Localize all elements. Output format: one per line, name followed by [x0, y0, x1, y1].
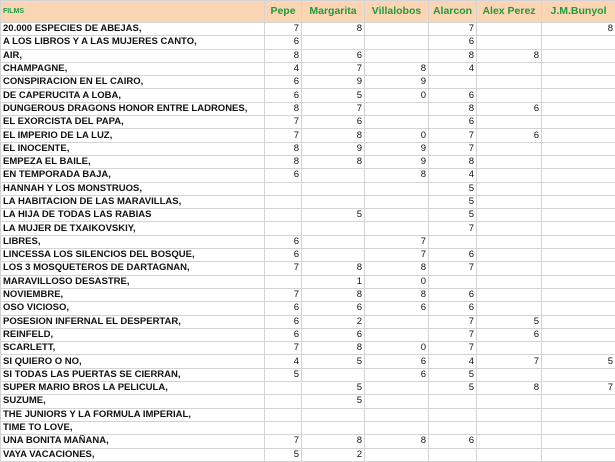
cell-film-title[interactable]: 20.000 ESPECIES DE ABEJAS,	[1, 23, 265, 36]
cell-margarita[interactable]	[302, 408, 365, 421]
cell-alex-perez[interactable]	[477, 275, 542, 288]
cell-margarita[interactable]: 5	[302, 382, 365, 395]
cell-jm-bunyol[interactable]	[542, 222, 615, 235]
cell-film-title[interactable]: LA HABITACION DE LAS MARAVILLAS,	[1, 195, 265, 208]
table-row	[1, 62, 615, 75]
cell-villalobos[interactable]	[365, 448, 429, 461]
table-row	[1, 315, 615, 328]
cell-pepe[interactable]: 6	[265, 169, 302, 182]
cell-pepe[interactable]: 6	[265, 249, 302, 262]
cell-alarcon[interactable]: 7	[429, 328, 477, 341]
cell-alarcon[interactable]	[429, 76, 477, 89]
cell-jm-bunyol[interactable]	[542, 328, 615, 341]
table-row	[1, 23, 615, 36]
cell-alarcon[interactable]: 8	[429, 155, 477, 168]
cell-alex-perez[interactable]	[477, 421, 542, 434]
cell-margarita[interactable]: 5	[302, 395, 365, 408]
cell-jm-bunyol[interactable]	[542, 342, 615, 355]
cell-film-title[interactable]: EMPEZA EL BAILE,	[1, 155, 265, 168]
cell-alarcon[interactable]: 5	[429, 368, 477, 381]
cell-pepe[interactable]	[265, 182, 302, 195]
cell-jm-bunyol[interactable]	[542, 275, 615, 288]
cell-margarita[interactable]: 9	[302, 142, 365, 155]
cell-jm-bunyol[interactable]	[542, 421, 615, 434]
cell-margarita[interactable]	[302, 421, 365, 434]
cell-alex-perez[interactable]	[477, 262, 542, 275]
cell-film-title[interactable]: THE JUNIORS Y LA FORMULA IMPERIAL,	[1, 408, 265, 421]
cell-film-title[interactable]: UNA BONITA MAÑANA,	[1, 435, 265, 448]
cell-margarita[interactable]: 5	[302, 355, 365, 368]
table-row	[1, 129, 615, 142]
cell-villalobos[interactable]	[365, 395, 429, 408]
cell-margarita[interactable]: 8	[302, 262, 365, 275]
cell-margarita[interactable]	[302, 235, 365, 248]
table-row	[1, 448, 615, 461]
cell-jm-bunyol[interactable]	[542, 209, 615, 222]
cell-margarita[interactable]: 8	[302, 435, 365, 448]
cell-pepe[interactable]	[265, 382, 302, 395]
cell-alex-perez[interactable]	[477, 182, 542, 195]
table-row	[1, 89, 615, 102]
cell-alex-perez[interactable]	[477, 76, 542, 89]
cell-villalobos[interactable]	[365, 23, 429, 36]
cell-pepe[interactable]: 6	[265, 89, 302, 102]
table-row	[1, 395, 615, 408]
table-row	[1, 382, 615, 395]
cell-jm-bunyol[interactable]	[542, 49, 615, 62]
cell-margarita[interactable]: 2	[302, 448, 365, 461]
cell-alex-perez[interactable]	[477, 235, 542, 248]
cell-margarita[interactable]: 8	[302, 155, 365, 168]
cell-alex-perez[interactable]: 7	[477, 355, 542, 368]
cell-pepe[interactable]: 7	[265, 288, 302, 301]
table-row	[1, 435, 615, 448]
cell-margarita[interactable]: 6	[302, 302, 365, 315]
cell-margarita[interactable]: 6	[302, 116, 365, 129]
cell-pepe[interactable]	[265, 209, 302, 222]
cell-jm-bunyol[interactable]	[542, 102, 615, 115]
cell-film-title[interactable]: A LOS LIBROS Y A LAS MUJERES CANTO,	[1, 36, 265, 49]
cell-pepe[interactable]: 4	[265, 355, 302, 368]
cell-pepe[interactable]: 7	[265, 116, 302, 129]
cell-alex-perez[interactable]: 6	[477, 129, 542, 142]
cell-jm-bunyol[interactable]	[542, 36, 615, 49]
cell-alarcon[interactable]: 6	[429, 89, 477, 102]
cell-alarcon[interactable]	[429, 408, 477, 421]
cell-villalobos[interactable]	[365, 328, 429, 341]
cell-alex-perez[interactable]	[477, 155, 542, 168]
cell-alarcon[interactable]: 5	[429, 382, 477, 395]
cell-pepe[interactable]	[265, 275, 302, 288]
header-alex-perez[interactable]: Alex Perez	[477, 1, 542, 23]
cell-film-title[interactable]: HANNAH Y LOS MONSTRUOS,	[1, 182, 265, 195]
cell-film-title[interactable]: SUPER MARIO BROS LA PELICULA,	[1, 382, 265, 395]
cell-jm-bunyol[interactable]	[542, 169, 615, 182]
cell-alarcon[interactable]: 6	[429, 249, 477, 262]
table-row	[1, 155, 615, 168]
cell-jm-bunyol[interactable]	[542, 368, 615, 381]
cell-alarcon[interactable]	[429, 235, 477, 248]
cell-alarcon[interactable]: 4	[429, 62, 477, 75]
cell-alex-perez[interactable]	[477, 89, 542, 102]
cell-villalobos[interactable]	[365, 102, 429, 115]
cell-margarita[interactable]	[302, 169, 365, 182]
table-row	[1, 302, 615, 315]
table-row	[1, 36, 615, 49]
cell-alarcon[interactable]: 7	[429, 342, 477, 355]
table-row	[1, 169, 615, 182]
cell-alex-perez[interactable]	[477, 448, 542, 461]
cell-margarita[interactable]: 8	[302, 342, 365, 355]
cell-alex-perez[interactable]	[477, 249, 542, 262]
cell-villalobos[interactable]	[365, 382, 429, 395]
cell-pepe[interactable]: 7	[265, 23, 302, 36]
header-films[interactable]: FILMS	[1, 1, 265, 23]
cell-jm-bunyol[interactable]	[542, 262, 615, 275]
cell-villalobos[interactable]: 6	[365, 368, 429, 381]
table-row	[1, 49, 615, 62]
header-row	[1, 1, 615, 23]
cell-alex-perez[interactable]	[477, 195, 542, 208]
cell-alex-perez[interactable]	[477, 435, 542, 448]
cell-film-title[interactable]: POSESION INFERNAL EL DESPERTAR,	[1, 315, 265, 328]
cell-jm-bunyol[interactable]	[542, 116, 615, 129]
cell-jm-bunyol[interactable]	[542, 129, 615, 142]
cell-villalobos[interactable]: 0	[365, 129, 429, 142]
cell-alarcon[interactable]: 5	[429, 209, 477, 222]
cell-pepe[interactable]: 6	[265, 302, 302, 315]
table-row	[1, 182, 615, 195]
cell-alex-perez[interactable]	[477, 169, 542, 182]
cell-jm-bunyol[interactable]: 5	[542, 355, 615, 368]
table-row	[1, 408, 615, 421]
cell-jm-bunyol[interactable]	[542, 62, 615, 75]
cell-villalobos[interactable]: 9	[365, 142, 429, 155]
cell-villalobos[interactable]: 9	[365, 155, 429, 168]
table-row	[1, 195, 615, 208]
table-row	[1, 275, 615, 288]
cell-pepe[interactable]: 8	[265, 155, 302, 168]
cell-villalobos[interactable]	[365, 421, 429, 434]
table-row	[1, 355, 615, 368]
cell-jm-bunyol[interactable]	[542, 155, 615, 168]
cell-jm-bunyol[interactable]	[542, 448, 615, 461]
cell-film-title[interactable]: EL EXORCISTA DEL PAPA,	[1, 116, 265, 129]
cell-pepe[interactable]	[265, 222, 302, 235]
cell-villalobos[interactable]	[365, 182, 429, 195]
cell-margarita[interactable]	[302, 36, 365, 49]
cell-alarcon[interactable]: 7	[429, 23, 477, 36]
cell-alarcon[interactable]: 4	[429, 355, 477, 368]
cell-pepe[interactable]: 6	[265, 328, 302, 341]
cell-alarcon[interactable]: 4	[429, 169, 477, 182]
cell-villalobos[interactable]: 8	[365, 288, 429, 301]
table-row	[1, 142, 615, 155]
cell-pepe[interactable]: 6	[265, 315, 302, 328]
cell-alex-perez[interactable]	[477, 288, 542, 301]
cell-pepe[interactable]	[265, 408, 302, 421]
cell-villalobos[interactable]	[365, 222, 429, 235]
table-row	[1, 116, 615, 129]
cell-film-title[interactable]: EN TEMPORADA BAJA,	[1, 169, 265, 182]
cell-margarita[interactable]: 5	[302, 89, 365, 102]
cell-margarita[interactable]: 6	[302, 49, 365, 62]
cell-jm-bunyol[interactable]	[542, 76, 615, 89]
table-row	[1, 209, 615, 222]
cell-jm-bunyol[interactable]	[542, 142, 615, 155]
cell-film-title[interactable]: REINFELD,	[1, 328, 265, 341]
cell-alarcon[interactable]: 7	[429, 222, 477, 235]
table-row	[1, 235, 615, 248]
cell-alarcon[interactable]: 6	[429, 36, 477, 49]
cell-alex-perez[interactable]	[477, 23, 542, 36]
cell-film-title[interactable]: EL INOCENTE,	[1, 142, 265, 155]
cell-pepe[interactable]: 6	[265, 76, 302, 89]
cell-margarita[interactable]: 1	[302, 275, 365, 288]
cell-alex-perez[interactable]: 8	[477, 382, 542, 395]
cell-villalobos[interactable]	[365, 36, 429, 49]
cell-pepe[interactable]	[265, 421, 302, 434]
cell-jm-bunyol[interactable]	[542, 395, 615, 408]
cell-villalobos[interactable]: 8	[365, 262, 429, 275]
header-jm-bunyol[interactable]: J.M.Bunyol	[542, 1, 615, 23]
cell-villalobos[interactable]: 6	[365, 302, 429, 315]
table-row	[1, 342, 615, 355]
cell-jm-bunyol[interactable]	[542, 315, 615, 328]
cell-film-title[interactable]: CONSPIRACION EN EL CAIRO,	[1, 76, 265, 89]
table-row	[1, 249, 615, 262]
cell-jm-bunyol[interactable]	[542, 288, 615, 301]
cell-margarita[interactable]	[302, 249, 365, 262]
cell-film-title[interactable]: LOS 3 MOSQUETEROS DE DARTAGNAN,	[1, 262, 265, 275]
cell-margarita[interactable]	[302, 182, 365, 195]
cell-margarita[interactable]	[302, 368, 365, 381]
cell-alarcon[interactable]: 6	[429, 302, 477, 315]
cell-alarcon[interactable]: 5	[429, 195, 477, 208]
cell-film-title[interactable]: LA HIJA DE TODAS LAS RABIAS	[1, 209, 265, 222]
cell-alex-perez[interactable]	[477, 62, 542, 75]
table-row	[1, 328, 615, 341]
cell-pepe[interactable]: 5	[265, 448, 302, 461]
cell-film-title[interactable]: EL IMPERIO DE LA LUZ,	[1, 129, 265, 142]
table-row	[1, 102, 615, 115]
cell-jm-bunyol[interactable]	[542, 182, 615, 195]
cell-film-title[interactable]: LIBRES,	[1, 235, 265, 248]
cell-alarcon[interactable]	[429, 448, 477, 461]
cell-film-title[interactable]: DUNGEROUS DRAGONS HONOR ENTRE LADRONES,	[1, 102, 265, 115]
cell-alarcon[interactable]	[429, 421, 477, 434]
cell-alex-perez[interactable]	[477, 408, 542, 421]
table-body	[1, 23, 615, 462]
cell-villalobos[interactable]	[365, 49, 429, 62]
cell-film-title[interactable]: NOVIEMBRE,	[1, 288, 265, 301]
cell-margarita[interactable]: 7	[302, 102, 365, 115]
cell-film-title[interactable]: AIR,	[1, 49, 265, 62]
cell-jm-bunyol[interactable]	[542, 89, 615, 102]
cell-margarita[interactable]: 9	[302, 76, 365, 89]
cell-pepe[interactable]	[265, 395, 302, 408]
cell-alex-perez[interactable]	[477, 222, 542, 235]
cell-alex-perez[interactable]	[477, 395, 542, 408]
cell-villalobos[interactable]: 8	[365, 62, 429, 75]
cell-jm-bunyol[interactable]	[542, 302, 615, 315]
header-pepe[interactable]: Pepe	[265, 1, 302, 23]
cell-villalobos[interactable]: 0	[365, 89, 429, 102]
cell-margarita[interactable]: 7	[302, 62, 365, 75]
cell-film-title[interactable]: VAYA VACACIONES,	[1, 448, 265, 461]
cell-alarcon[interactable]	[429, 395, 477, 408]
cell-alarcon[interactable]	[429, 275, 477, 288]
cell-alex-perez[interactable]	[477, 116, 542, 129]
cell-alarcon[interactable]: 8	[429, 102, 477, 115]
cell-pepe[interactable]: 6	[265, 235, 302, 248]
cell-alarcon[interactable]: 6	[429, 435, 477, 448]
cell-margarita[interactable]: 8	[302, 129, 365, 142]
cell-villalobos[interactable]	[365, 116, 429, 129]
cell-jm-bunyol[interactable]	[542, 435, 615, 448]
cell-villalobos[interactable]: 8	[365, 169, 429, 182]
header-alarcon[interactable]: Alarcon	[429, 1, 477, 23]
cell-pepe[interactable]	[265, 195, 302, 208]
cell-pepe[interactable]: 7	[265, 262, 302, 275]
cell-margarita[interactable]: 2	[302, 315, 365, 328]
cell-jm-bunyol[interactable]	[542, 195, 615, 208]
cell-pepe[interactable]: 8	[265, 49, 302, 62]
table-row	[1, 262, 615, 275]
cell-film-title[interactable]: TIME TO LOVE,	[1, 421, 265, 434]
cell-pepe[interactable]: 5	[265, 368, 302, 381]
cell-film-title[interactable]: LINCESSA LOS SILENCIOS DEL BOSQUE,	[1, 249, 265, 262]
cell-alex-perez[interactable]	[477, 342, 542, 355]
cell-film-title[interactable]: SCARLETT,	[1, 342, 265, 355]
cell-alex-perez[interactable]	[477, 142, 542, 155]
table-row	[1, 222, 615, 235]
table-row	[1, 368, 615, 381]
cell-jm-bunyol[interactable]: 7	[542, 382, 615, 395]
cell-alarcon[interactable]: 5	[429, 182, 477, 195]
cell-villalobos[interactable]	[365, 209, 429, 222]
cell-film-title[interactable]: OSO VICIOSO,	[1, 302, 265, 315]
cell-alarcon[interactable]: 6	[429, 288, 477, 301]
cell-film-title[interactable]: MARAVILLOSO DESASTRE,	[1, 275, 265, 288]
cell-margarita[interactable]	[302, 222, 365, 235]
cell-villalobos[interactable]: 7	[365, 235, 429, 248]
cell-margarita[interactable]: 8	[302, 288, 365, 301]
header-villalobos[interactable]: Villalobos	[365, 1, 429, 23]
cell-pepe[interactable]: 7	[265, 129, 302, 142]
cell-alex-perez[interactable]	[477, 36, 542, 49]
cell-pepe[interactable]: 7	[265, 342, 302, 355]
cell-film-title[interactable]: SI TODAS LAS PUERTAS SE CIERRAN,	[1, 368, 265, 381]
cell-film-title[interactable]: DE CAPERUCITA A LOBA,	[1, 89, 265, 102]
cell-villalobos[interactable]	[365, 315, 429, 328]
cell-villalobos[interactable]: 9	[365, 76, 429, 89]
table-row	[1, 76, 615, 89]
cell-villalobos[interactable]: 7	[365, 249, 429, 262]
cell-film-title[interactable]: SI QUIERO O NO,	[1, 355, 265, 368]
cell-alex-perez[interactable]: 5	[477, 315, 542, 328]
cell-villalobos[interactable]: 6	[365, 355, 429, 368]
cell-pepe[interactable]: 8	[265, 102, 302, 115]
header-margarita[interactable]: Margarita	[302, 1, 365, 23]
cell-margarita[interactable]: 8	[302, 23, 365, 36]
cell-alarcon[interactable]: 7	[429, 129, 477, 142]
cell-villalobos[interactable]	[365, 195, 429, 208]
cell-villalobos[interactable]: 8	[365, 435, 429, 448]
cell-film-title[interactable]: CHAMPAGNE,	[1, 62, 265, 75]
cell-film-title[interactable]: SUZUME,	[1, 395, 265, 408]
cell-pepe[interactable]: 8	[265, 142, 302, 155]
cell-alex-perez[interactable]	[477, 368, 542, 381]
cell-jm-bunyol[interactable]	[542, 249, 615, 262]
cell-alex-perez[interactable]: 6	[477, 328, 542, 341]
cell-alarcon[interactable]: 7	[429, 315, 477, 328]
cell-jm-bunyol[interactable]	[542, 235, 615, 248]
cell-alarcon[interactable]: 7	[429, 142, 477, 155]
cell-pepe[interactable]: 4	[265, 62, 302, 75]
cell-alarcon[interactable]: 8	[429, 49, 477, 62]
cell-villalobos[interactable]: 0	[365, 275, 429, 288]
cell-villalobos[interactable]: 0	[365, 342, 429, 355]
table-row	[1, 421, 615, 434]
cell-alex-perez[interactable]	[477, 209, 542, 222]
cell-film-title[interactable]: LA MUJER DE TXAIKOVSKIY,	[1, 222, 265, 235]
cell-alex-perez[interactable]: 6	[477, 102, 542, 115]
cell-pepe[interactable]: 6	[265, 36, 302, 49]
cell-pepe[interactable]: 7	[265, 435, 302, 448]
table-row	[1, 288, 615, 301]
cell-margarita[interactable]: 6	[302, 328, 365, 341]
cell-margarita[interactable]	[302, 195, 365, 208]
cell-margarita[interactable]: 5	[302, 209, 365, 222]
cell-jm-bunyol[interactable]: 8	[542, 23, 615, 36]
cell-alarcon[interactable]: 6	[429, 116, 477, 129]
cell-alex-perez[interactable]	[477, 302, 542, 315]
cell-alex-perez[interactable]: 8	[477, 49, 542, 62]
cell-jm-bunyol[interactable]	[542, 408, 615, 421]
cell-villalobos[interactable]	[365, 408, 429, 421]
cell-alarcon[interactable]: 7	[429, 262, 477, 275]
